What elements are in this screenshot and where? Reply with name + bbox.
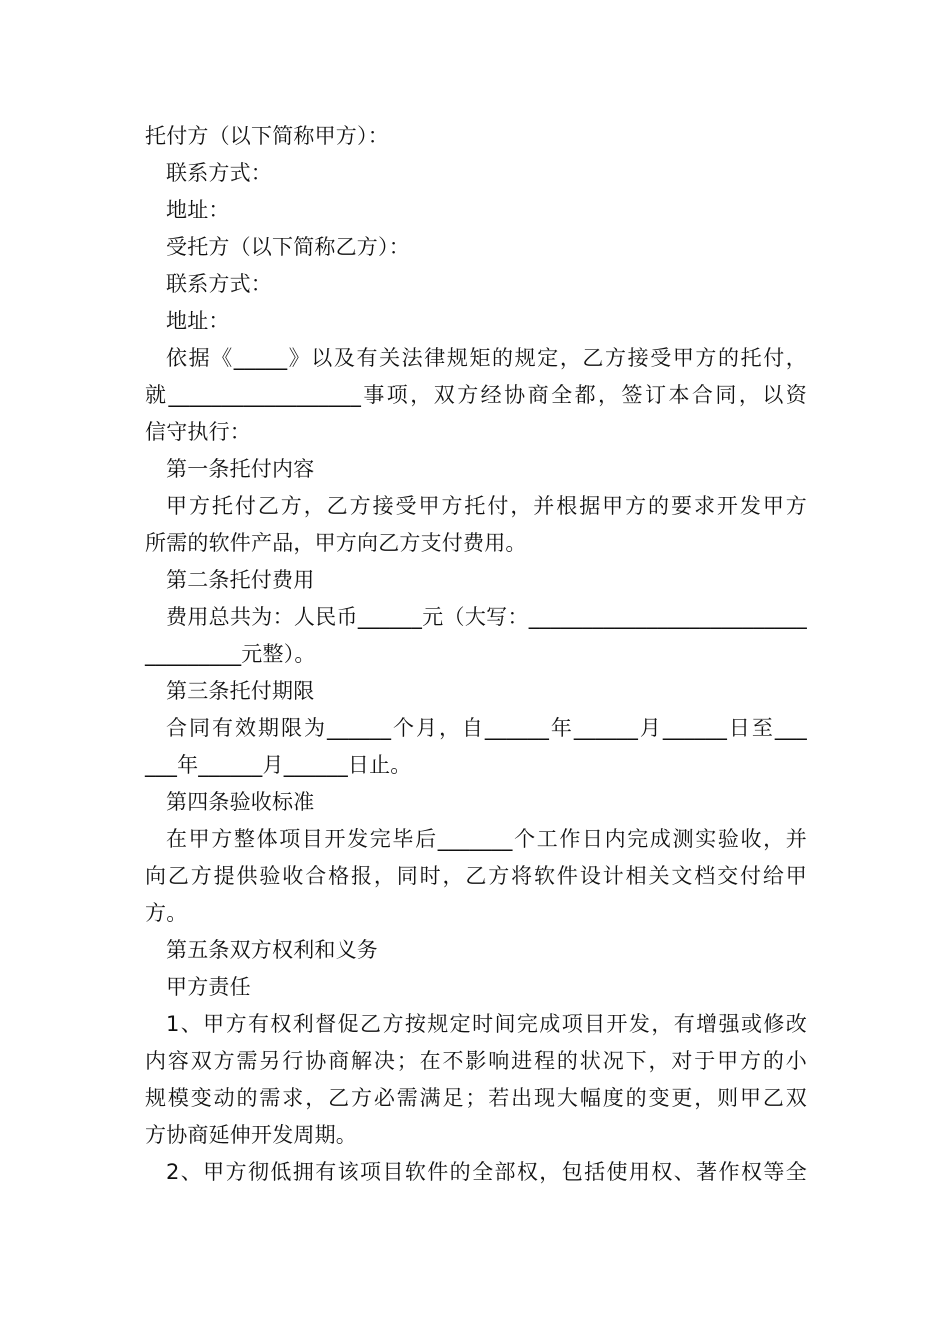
paragraph-line: 地址：: [166, 309, 230, 333]
paragraph-line: 规模变动的需求，乙方必需满足；若出现大幅度的变更，则甲乙双: [145, 1086, 807, 1110]
paragraph-line: 受托方（以下简称乙方）：: [166, 235, 410, 259]
paragraph-line: 第五条双方权利和义务: [166, 938, 378, 962]
paragraph-line: 所需的软件产品，甲方向乙方支付费用。: [145, 531, 527, 555]
paragraph-line: 第二条托付费用: [166, 568, 315, 592]
paragraph-line: 托付方（以下简称甲方）：: [145, 124, 389, 148]
paragraph-line: 方。: [145, 901, 188, 925]
paragraph-line: ___年______月______日止。: [145, 753, 412, 777]
paragraph-line: 依据《_____》以及有关法律规矩的规定，乙方接受甲方的托付，: [166, 346, 807, 370]
paragraph-line: 就__________________事项，双方经协商全都，签订本合同，以资: [145, 383, 807, 407]
paragraph-line: 第三条托付期限: [166, 679, 315, 703]
paragraph-line: 1、甲方有权利督促乙方按规定时间完成项目开发，有增强或修改: [166, 1012, 807, 1036]
paragraph-line: 第一条托付内容: [166, 457, 315, 481]
paragraph-line: 联系方式：: [166, 161, 272, 185]
paragraph-line: 信守执行：: [145, 420, 251, 444]
paragraph-line: 费用总共为：人民币______元（大写：__________________________: [166, 605, 807, 629]
paragraph-line: 联系方式：: [166, 272, 272, 296]
paragraph-line: 合同有效期限为______个月，自______年______月______日至___: [166, 716, 807, 740]
paragraph-line: 第四条验收标准: [166, 790, 315, 814]
paragraph-line: _________元整）。: [145, 642, 316, 666]
paragraph-line: 向乙方提供验收合格报，同时，乙方将软件设计相关文档交付给甲: [145, 864, 807, 888]
paragraph-line: 2、甲方彻低拥有该项目软件的全部权，包括使用权、著作权等全: [166, 1160, 807, 1184]
paragraph-line: 内容双方需另行协商解决；在不影响进程的状况下，对于甲方的小: [145, 1049, 807, 1073]
paragraph-line: 方协商延伸开发周期。: [145, 1123, 357, 1147]
contract-document: [145, 118, 807, 1191]
paragraph-line: 在甲方整体项目开发完毕后_______个工作日内完成测实验收，并: [166, 827, 807, 851]
paragraph-line: 甲方责任: [166, 975, 251, 999]
paragraph-line: 甲方托付乙方，乙方接受甲方托付，并根据甲方的要求开发甲方: [166, 494, 807, 518]
paragraph-line: 地址：: [166, 198, 230, 222]
